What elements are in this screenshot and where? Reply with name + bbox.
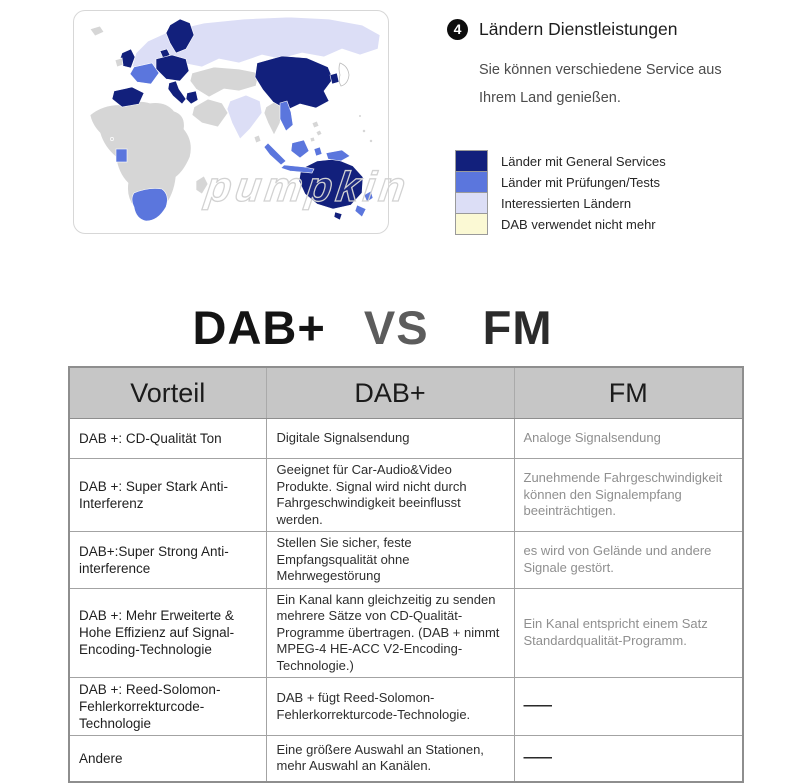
legend-label: Länder mit Prüfungen/Tests [501, 174, 660, 190]
pumpkin-watermark: pumpkin [202, 163, 413, 210]
vs-title-vs: VS [363, 301, 429, 354]
legend-item-tests [455, 171, 787, 193]
section-subtitle-line2: Ihrem Land genießen. [479, 90, 621, 106]
step-4-badge: 4 [447, 19, 468, 40]
legend-swatch-interested [455, 192, 488, 214]
table-row [69, 678, 743, 736]
cell-dab: Stellen Sie sicher, feste Empfangsqualität ohne Mehrwegestörung [266, 532, 514, 589]
cell-dab: Digitale Signalsendung [266, 419, 514, 459]
table-row [69, 588, 743, 678]
cell-vorteil: DAB +: CD-Qualität Ton [69, 419, 266, 459]
service-info [447, 18, 787, 235]
cell-dab: Eine größere Auswahl an Stationen, mehr Auswahl an Kanälen. [266, 736, 514, 782]
cell-fm: Analoge Signalsendung [514, 419, 743, 459]
vs-title-fm: FM [482, 301, 553, 354]
cell-vorteil: DAB +: Super Stark Anti-Interferenz [69, 459, 266, 532]
legend-swatch-no-dab [455, 213, 488, 235]
cell-fm-dash: —— [514, 736, 743, 782]
legend-item-interested [455, 192, 787, 214]
cell-dab: DAB + fügt Reed-Solomon-Fehlerkorrekturcode-Technologie. [266, 678, 514, 736]
service-section [0, 0, 800, 292]
cell-fm-dash: —— [514, 678, 743, 736]
header-vorteil: Vorteil [69, 367, 266, 419]
legend-item-no-dab [455, 213, 787, 235]
legend-label: DAB verwendet nicht mehr [501, 216, 656, 232]
vs-title-dab: DAB+ [192, 301, 326, 354]
header-fm: FM [514, 367, 743, 419]
table-row [69, 459, 743, 532]
table-row [69, 736, 743, 782]
cell-dab: Geeignet für Car-Audio&Video Produkte. Signal wird nicht durch Fahrgeschwindigkeit beeinflusst werden. [266, 459, 514, 532]
vs-title [0, 302, 745, 354]
cell-vorteil: Andere [69, 736, 266, 782]
cell-vorteil: DAB +: Mehr Erweiterte & Hohe Effizienz auf Signal-Encoding-Technologie [69, 588, 266, 678]
header-dab: DAB+ [266, 367, 514, 419]
cell-fm: Zunehmende Fahrgeschwindigkeit können den Signalempfang beeinträchtigen. [514, 459, 743, 532]
table-header-row [69, 367, 743, 419]
legend-swatch-general [455, 150, 488, 172]
section-subtitle-line1: Sie können verschiedene Service aus [479, 62, 722, 78]
world-map-card [73, 10, 413, 234]
cell-fm: es wird von Gelände und andere Signale gestört. [514, 532, 743, 589]
legend-swatch-tests [455, 171, 488, 193]
map-legend [455, 150, 787, 235]
comparison-table [68, 366, 744, 783]
table-row [69, 419, 743, 459]
legend-label: Interessierten Ländern [501, 195, 632, 211]
legend-item-general [455, 150, 787, 172]
cell-vorteil: DAB +: Reed-Solomon-Fehlerkorrekturcode-Technologie [69, 678, 266, 736]
cell-dab: Ein Kanal kann gleichzeitig zu senden mehrere Sätze von CD-Qualität-Programme übertragen. (DAB + nimmt MPEG-4 HE-ACC V2-Encoding-Technologie.) [266, 588, 514, 678]
section-title: Ländern Dienstleistungen [479, 18, 678, 39]
table-row [69, 532, 743, 589]
cell-vorteil: DAB+:Super Strong Anti-interference [69, 532, 266, 589]
legend-label: Länder mit General Services [501, 153, 666, 169]
cell-fm: Ein Kanal entspricht einem Satz Standardqualität-Programm. [514, 588, 743, 678]
